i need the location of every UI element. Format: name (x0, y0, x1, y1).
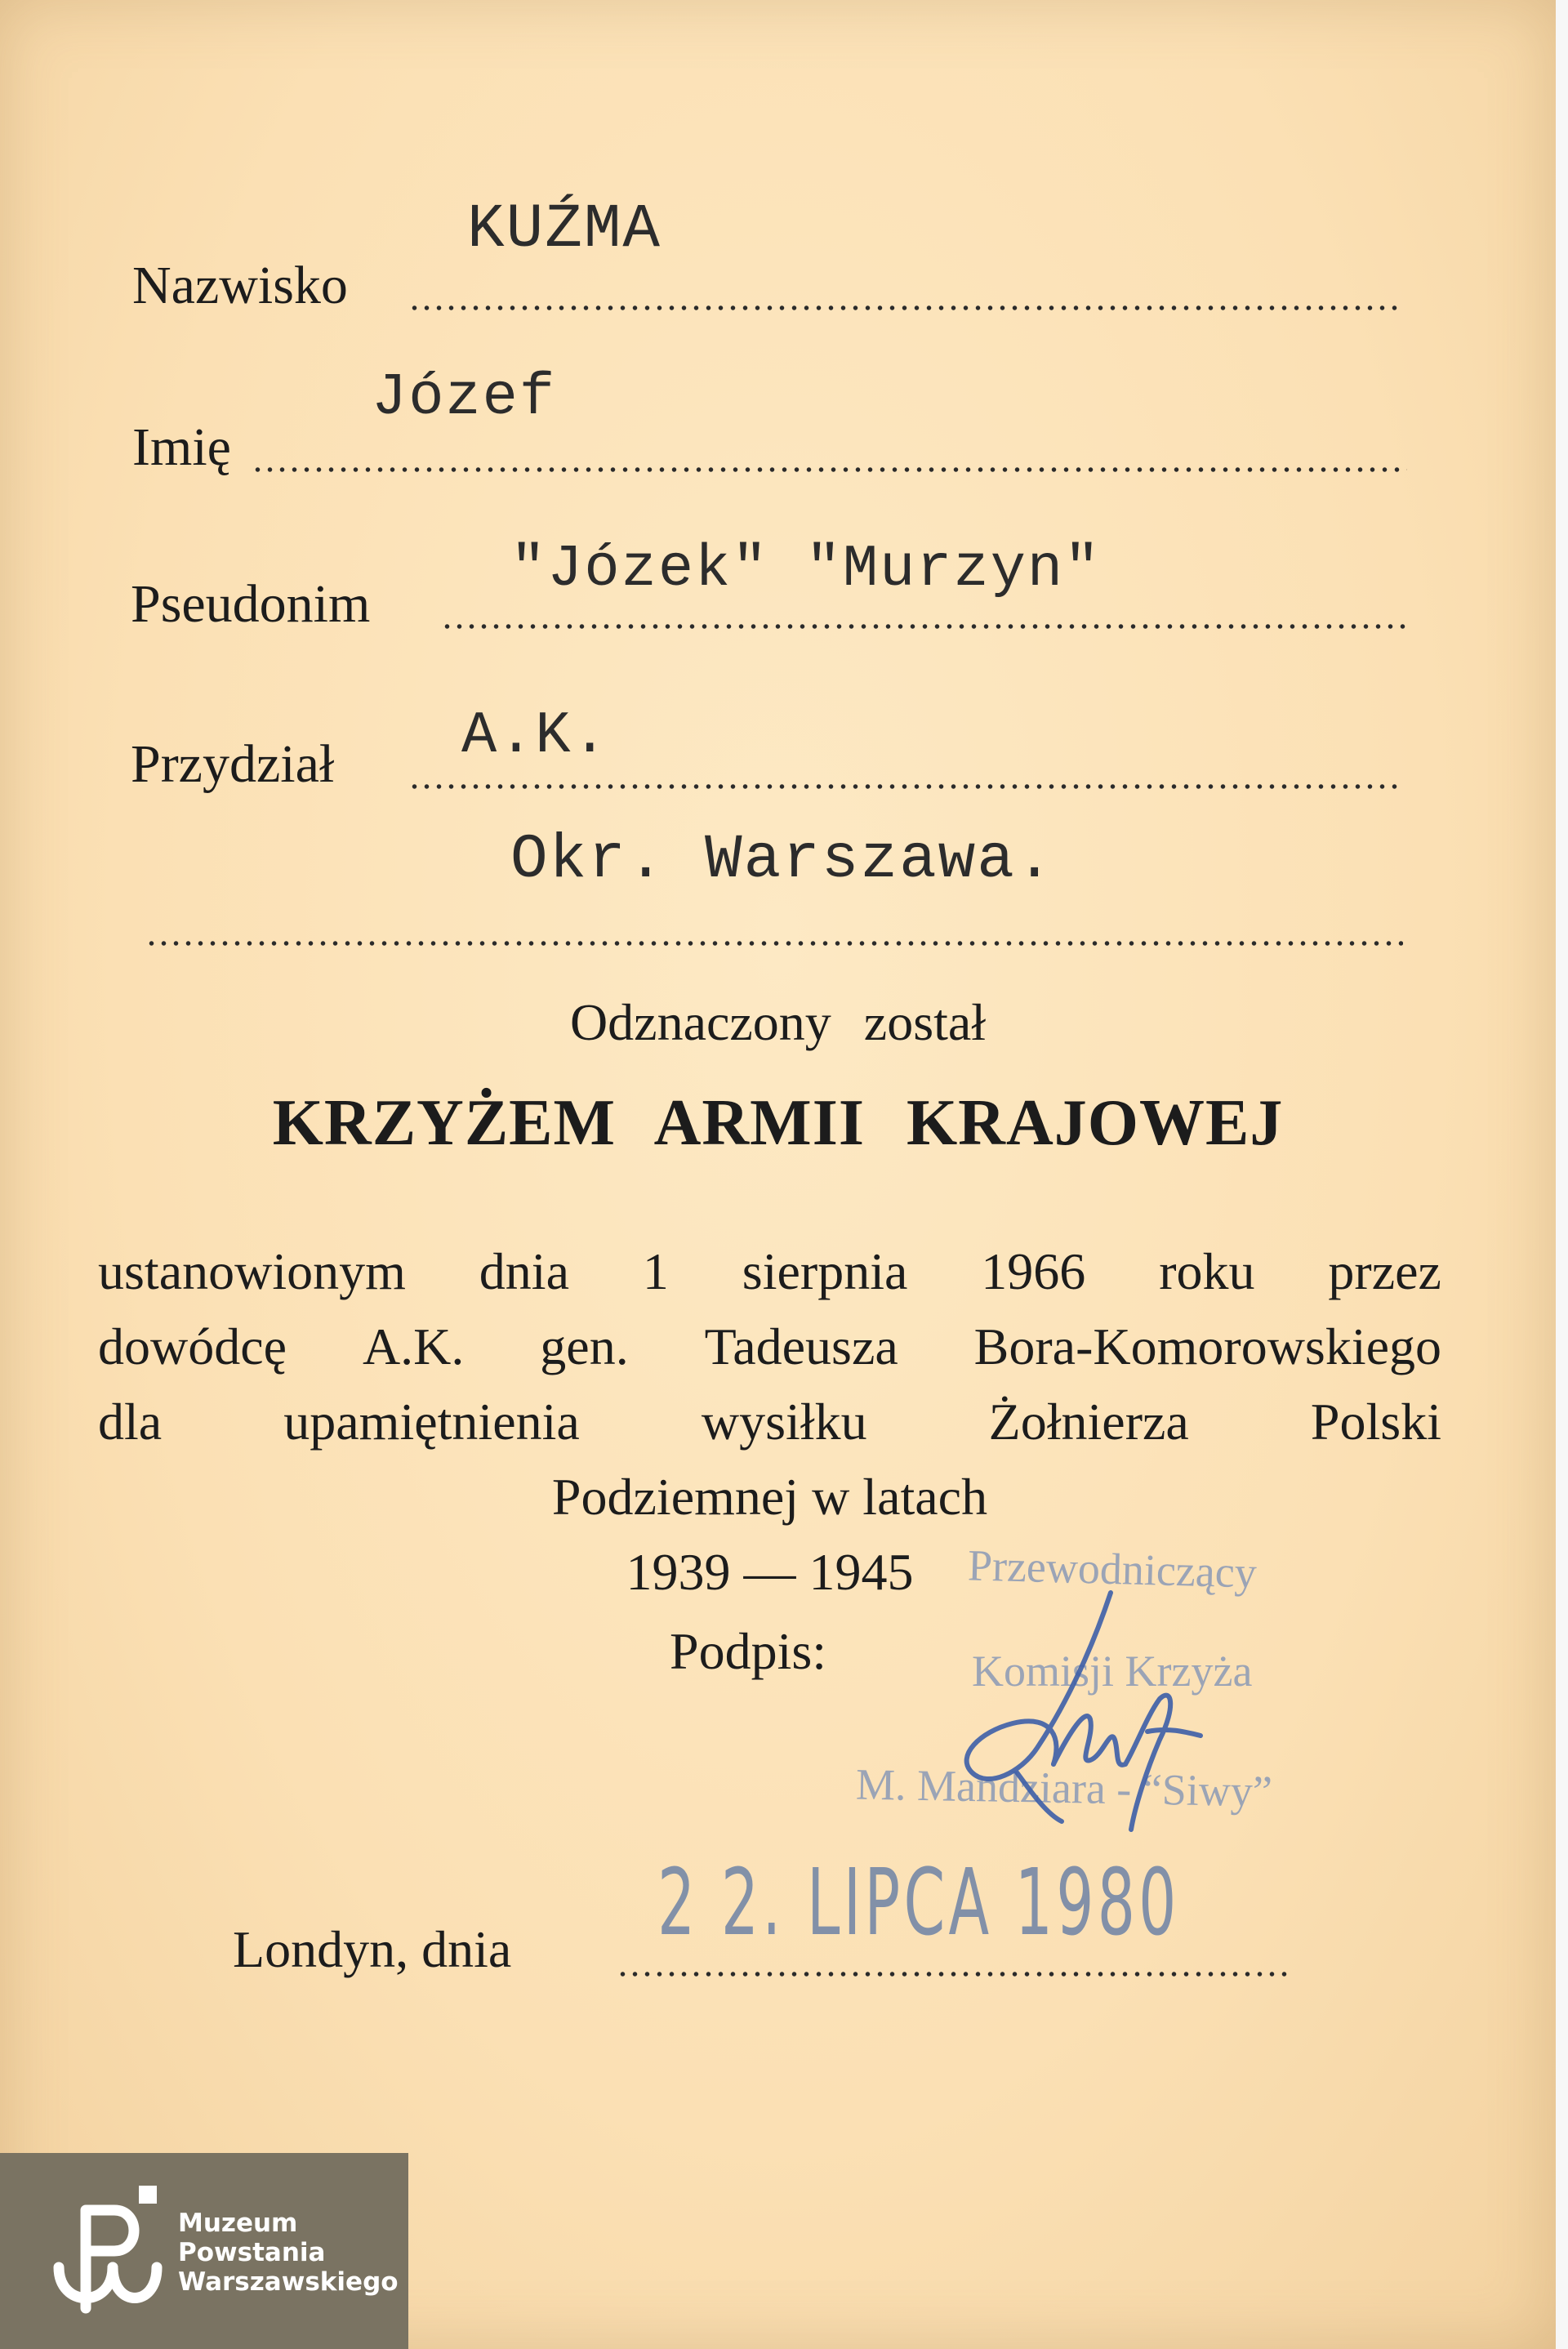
description-word: Żołnierza (988, 1393, 1189, 1451)
description-word: 1966 (981, 1242, 1086, 1300)
description-word: Bora-Komorowskiego (973, 1317, 1441, 1375)
signature-label: Podpis: (670, 1622, 827, 1680)
assignment-dotted-line (408, 782, 1401, 791)
description-word: dnia (479, 1242, 569, 1300)
date-stamp: 2 2. LIPCA 1980 (657, 1850, 1180, 1956)
first-name-label: Imię (132, 417, 231, 477)
description-word: sierpnia (742, 1242, 908, 1300)
surname-dotted-line (408, 304, 1401, 312)
awarded-text: Odznaczony został (569, 993, 987, 1051)
description-line-1 (98, 1241, 1441, 1317)
description-word: A.K. (362, 1317, 465, 1375)
anchor-logo-icon (49, 2186, 163, 2316)
date-dotted-line (617, 1970, 1290, 1978)
handwritten-signature (939, 1576, 1253, 1846)
description-word: dla (98, 1393, 163, 1451)
description-line-4: Podziemnej w latach (551, 1468, 988, 1526)
description-word: upamiętnienia (283, 1393, 580, 1451)
description-word: Tadeusza (704, 1317, 898, 1375)
description-word: dowódcę (98, 1317, 287, 1375)
stamp-name: M. Mandziara - “Siwy” (855, 1759, 1273, 1816)
museum-watermark (0, 2153, 408, 2349)
description-word: przez (1328, 1242, 1441, 1300)
description-line-3 (98, 1392, 1441, 1467)
assignment-dotted-line-2 (145, 939, 1403, 947)
assignment-value: A.K. (461, 702, 609, 769)
museum-name (178, 2209, 399, 2297)
scan-edge (1556, 0, 1568, 2349)
museum-name-line-1: Muzeum (178, 2209, 298, 2238)
place-date-label: Londyn, dnia (233, 1920, 512, 1978)
description-word: gen. (540, 1317, 629, 1375)
description-word: roku (1159, 1242, 1255, 1300)
description-word: Polski (1310, 1393, 1441, 1451)
description-word: ustanowionym (98, 1242, 406, 1300)
surname-value: KUŹMA (467, 194, 662, 265)
stamp-commission: Komisji Krzyża (972, 1647, 1253, 1696)
first-name-value: Józef (372, 364, 557, 431)
surname-label: Nazwisko (132, 256, 348, 315)
description-years: 1939 — 1945 (626, 1543, 914, 1601)
first-name-dotted-line (252, 466, 1407, 474)
assignment-label: Przydział (131, 734, 335, 794)
pseudonym-label: Pseudonim (131, 574, 371, 634)
description-word: wysiłku (701, 1393, 867, 1451)
museum-name-line-2: Powstania (178, 2238, 326, 2267)
description-line-2 (98, 1317, 1441, 1392)
museum-name-line-3: Warszawskiego (178, 2267, 399, 2297)
pseudonym-dotted-line (441, 622, 1409, 631)
stamp-chairman: Przewodniczący (967, 1540, 1258, 1598)
description-word: 1 (642, 1242, 669, 1300)
pseudonym-value: "Józek" "Murzyn" (510, 536, 1102, 603)
award-name: KRZYŻEM ARMII KRAJOWEJ (272, 1087, 1284, 1159)
assignment-value-2: Okr. Warszawa. (510, 825, 1055, 895)
